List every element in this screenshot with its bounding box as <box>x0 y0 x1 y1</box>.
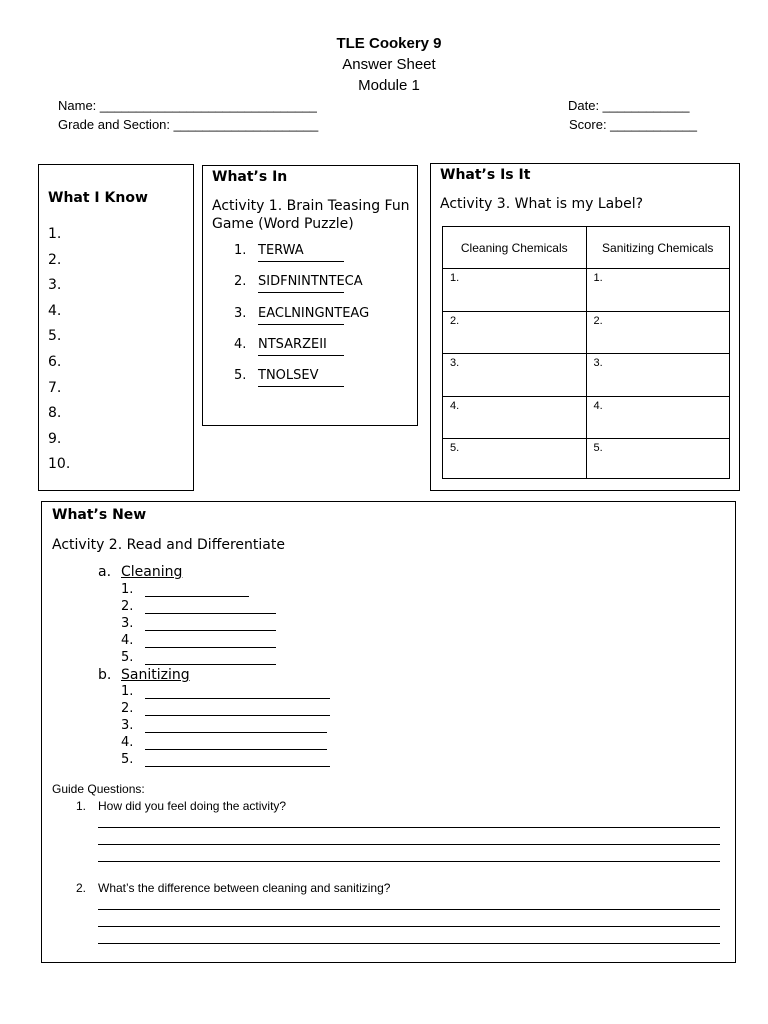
question-text: How did you feel doing the activity? <box>98 799 287 813</box>
table-cell[interactable]: 1. <box>443 269 587 312</box>
answer-line[interactable] <box>145 613 276 614</box>
scrambled-word: NTSARZEII <box>258 336 327 352</box>
what-i-know-box <box>38 164 194 491</box>
answer-item[interactable]: 1. <box>48 226 62 242</box>
table-row <box>443 396 730 439</box>
table-cell[interactable]: 5. <box>586 439 730 479</box>
answer-line[interactable] <box>145 647 276 648</box>
table-cell[interactable]: 3. <box>586 354 730 397</box>
answer-line[interactable] <box>98 844 720 845</box>
puzzle-number: 1. <box>234 243 247 258</box>
answer-line[interactable] <box>258 386 344 387</box>
answer-line[interactable] <box>258 261 344 262</box>
item-letter: b. <box>98 667 112 683</box>
activity-1-title: Activity 1. Brain Teasing Fun Game (Word Puzzle) <box>212 198 410 232</box>
answer-line[interactable] <box>145 766 330 767</box>
table-cell[interactable]: 3. <box>443 354 587 397</box>
sanitizing-answer-1[interactable] <box>121 684 145 701</box>
puzzle-number: 5. <box>234 368 247 384</box>
worksheet-title: TLE Cookery 9 <box>336 35 442 52</box>
question-text: What’s the difference between cleaning and sanitizing? <box>98 881 391 895</box>
scrambled-word: TERWA <box>258 243 304 258</box>
table-cell[interactable]: 5. <box>443 439 587 479</box>
column-header-cleaning: Cleaning Chemicals <box>443 227 587 269</box>
answer-line[interactable] <box>145 698 330 699</box>
table-row <box>443 439 730 479</box>
answer-line[interactable] <box>145 732 327 733</box>
answer-item[interactable]: 8. <box>48 405 62 422</box>
module-label: Module 1 <box>358 77 420 94</box>
whats-new-box <box>41 501 736 963</box>
puzzle-number: 2. <box>234 274 247 290</box>
puzzle-item <box>234 243 369 274</box>
answer-number: 1. <box>121 684 134 699</box>
answer-line[interactable] <box>145 749 327 750</box>
answer-line[interactable] <box>98 909 720 910</box>
puzzle-number: 4. <box>234 336 247 352</box>
whats-new-title: What’s New <box>52 507 147 523</box>
whats-in-box <box>202 165 418 426</box>
answer-item[interactable]: 9. <box>48 430 62 447</box>
word-puzzle-list <box>234 243 369 399</box>
answer-number: 4. <box>121 735 134 750</box>
cleaning-answer-5[interactable] <box>121 650 145 667</box>
answer-line[interactable] <box>98 943 720 944</box>
cleaning-answer-3[interactable] <box>121 616 145 633</box>
answer-item[interactable]: 10. <box>48 456 71 473</box>
whats-in-title: What’s In <box>212 169 288 185</box>
scrambled-word: SIDFNINTNTECA <box>258 274 363 290</box>
answer-number: 5. <box>121 650 134 665</box>
answer-line[interactable] <box>98 861 720 862</box>
what-i-know-list <box>48 222 70 478</box>
grade-section-field[interactable]: Grade and Section: ____________________ <box>58 117 319 132</box>
scrambled-word: EACLNINGNTEAG <box>258 305 370 321</box>
score-field[interactable]: Score: ____________ <box>569 117 697 132</box>
name-field[interactable]: Name: ______________________________ <box>58 98 317 113</box>
cleaning-answer-4[interactable] <box>121 633 145 650</box>
answer-line[interactable] <box>258 324 344 325</box>
worksheet-subtitle: Answer Sheet <box>342 56 436 73</box>
answer-number: 2. <box>121 599 134 614</box>
answer-item[interactable]: 4. <box>48 302 62 319</box>
table-cell[interactable]: 4. <box>586 396 730 439</box>
whats-is-it-box <box>430 163 740 491</box>
sanitizing-answer-3[interactable] <box>121 718 145 735</box>
puzzle-item <box>234 337 369 368</box>
what-i-know-title: What I Know <box>48 190 148 206</box>
answer-line[interactable] <box>145 664 276 665</box>
table-row <box>443 354 730 397</box>
puzzle-number: 3. <box>234 305 247 321</box>
answer-number: 3. <box>121 616 134 631</box>
puzzle-item <box>234 306 369 337</box>
cleaning-label: Cleaning <box>121 564 183 580</box>
answer-line[interactable] <box>98 926 720 927</box>
answer-number: 1. <box>121 582 134 597</box>
sanitizing-label: Sanitizing <box>121 667 190 683</box>
answer-line[interactable] <box>145 630 276 631</box>
cleaning-answer-1[interactable] <box>121 582 145 599</box>
activity-2-title: Activity 2. Read and Differentiate <box>52 537 285 553</box>
table-row <box>443 311 730 354</box>
puzzle-item <box>234 274 369 305</box>
sanitizing-answer-5[interactable] <box>121 752 145 769</box>
answer-number: 4. <box>121 633 134 648</box>
cleaning-heading <box>98 564 182 580</box>
item-letter: a. <box>98 564 112 580</box>
column-header-sanitizing: Sanitizing Chemicals <box>586 227 730 269</box>
answer-number: 3. <box>121 718 134 733</box>
table-cell[interactable]: 1. <box>586 269 730 312</box>
answer-item[interactable]: 6. <box>48 353 62 370</box>
answer-item[interactable]: 7. <box>48 379 62 396</box>
activity-3-title: Activity 3. What is my Label? <box>440 196 644 212</box>
answer-item[interactable]: 2. <box>48 251 62 268</box>
answer-line[interactable] <box>258 292 344 293</box>
answer-number: 2. <box>121 701 134 716</box>
question-2 <box>76 881 390 895</box>
question-number: 2. <box>76 881 87 895</box>
answer-item[interactable]: 3. <box>48 277 62 294</box>
date-field[interactable]: Date: ____________ <box>568 98 690 113</box>
answer-line[interactable] <box>98 827 720 828</box>
answer-line[interactable] <box>145 596 249 597</box>
scrambled-word: TNOLSEV <box>258 368 319 384</box>
answer-line[interactable] <box>258 355 344 356</box>
puzzle-item <box>234 368 369 399</box>
answer-line[interactable] <box>145 715 330 716</box>
cleaning-answer-2[interactable] <box>121 599 145 616</box>
sanitizing-heading <box>98 667 190 683</box>
whats-is-it-title: What’s Is It <box>440 167 531 183</box>
table-cell[interactable]: 4. <box>443 396 587 439</box>
guide-questions-title: Guide Questions: <box>52 782 145 796</box>
table-cell[interactable]: 2. <box>586 311 730 354</box>
question-number: 1. <box>76 799 87 813</box>
sanitizing-answer-4[interactable] <box>121 735 145 752</box>
sanitizing-answer-2[interactable] <box>121 701 145 718</box>
table-cell[interactable]: 2. <box>443 311 587 354</box>
answer-item[interactable]: 5. <box>48 328 62 345</box>
table-row <box>443 269 730 312</box>
question-1 <box>76 799 286 813</box>
answer-number: 5. <box>121 752 134 767</box>
label-table <box>442 226 730 479</box>
